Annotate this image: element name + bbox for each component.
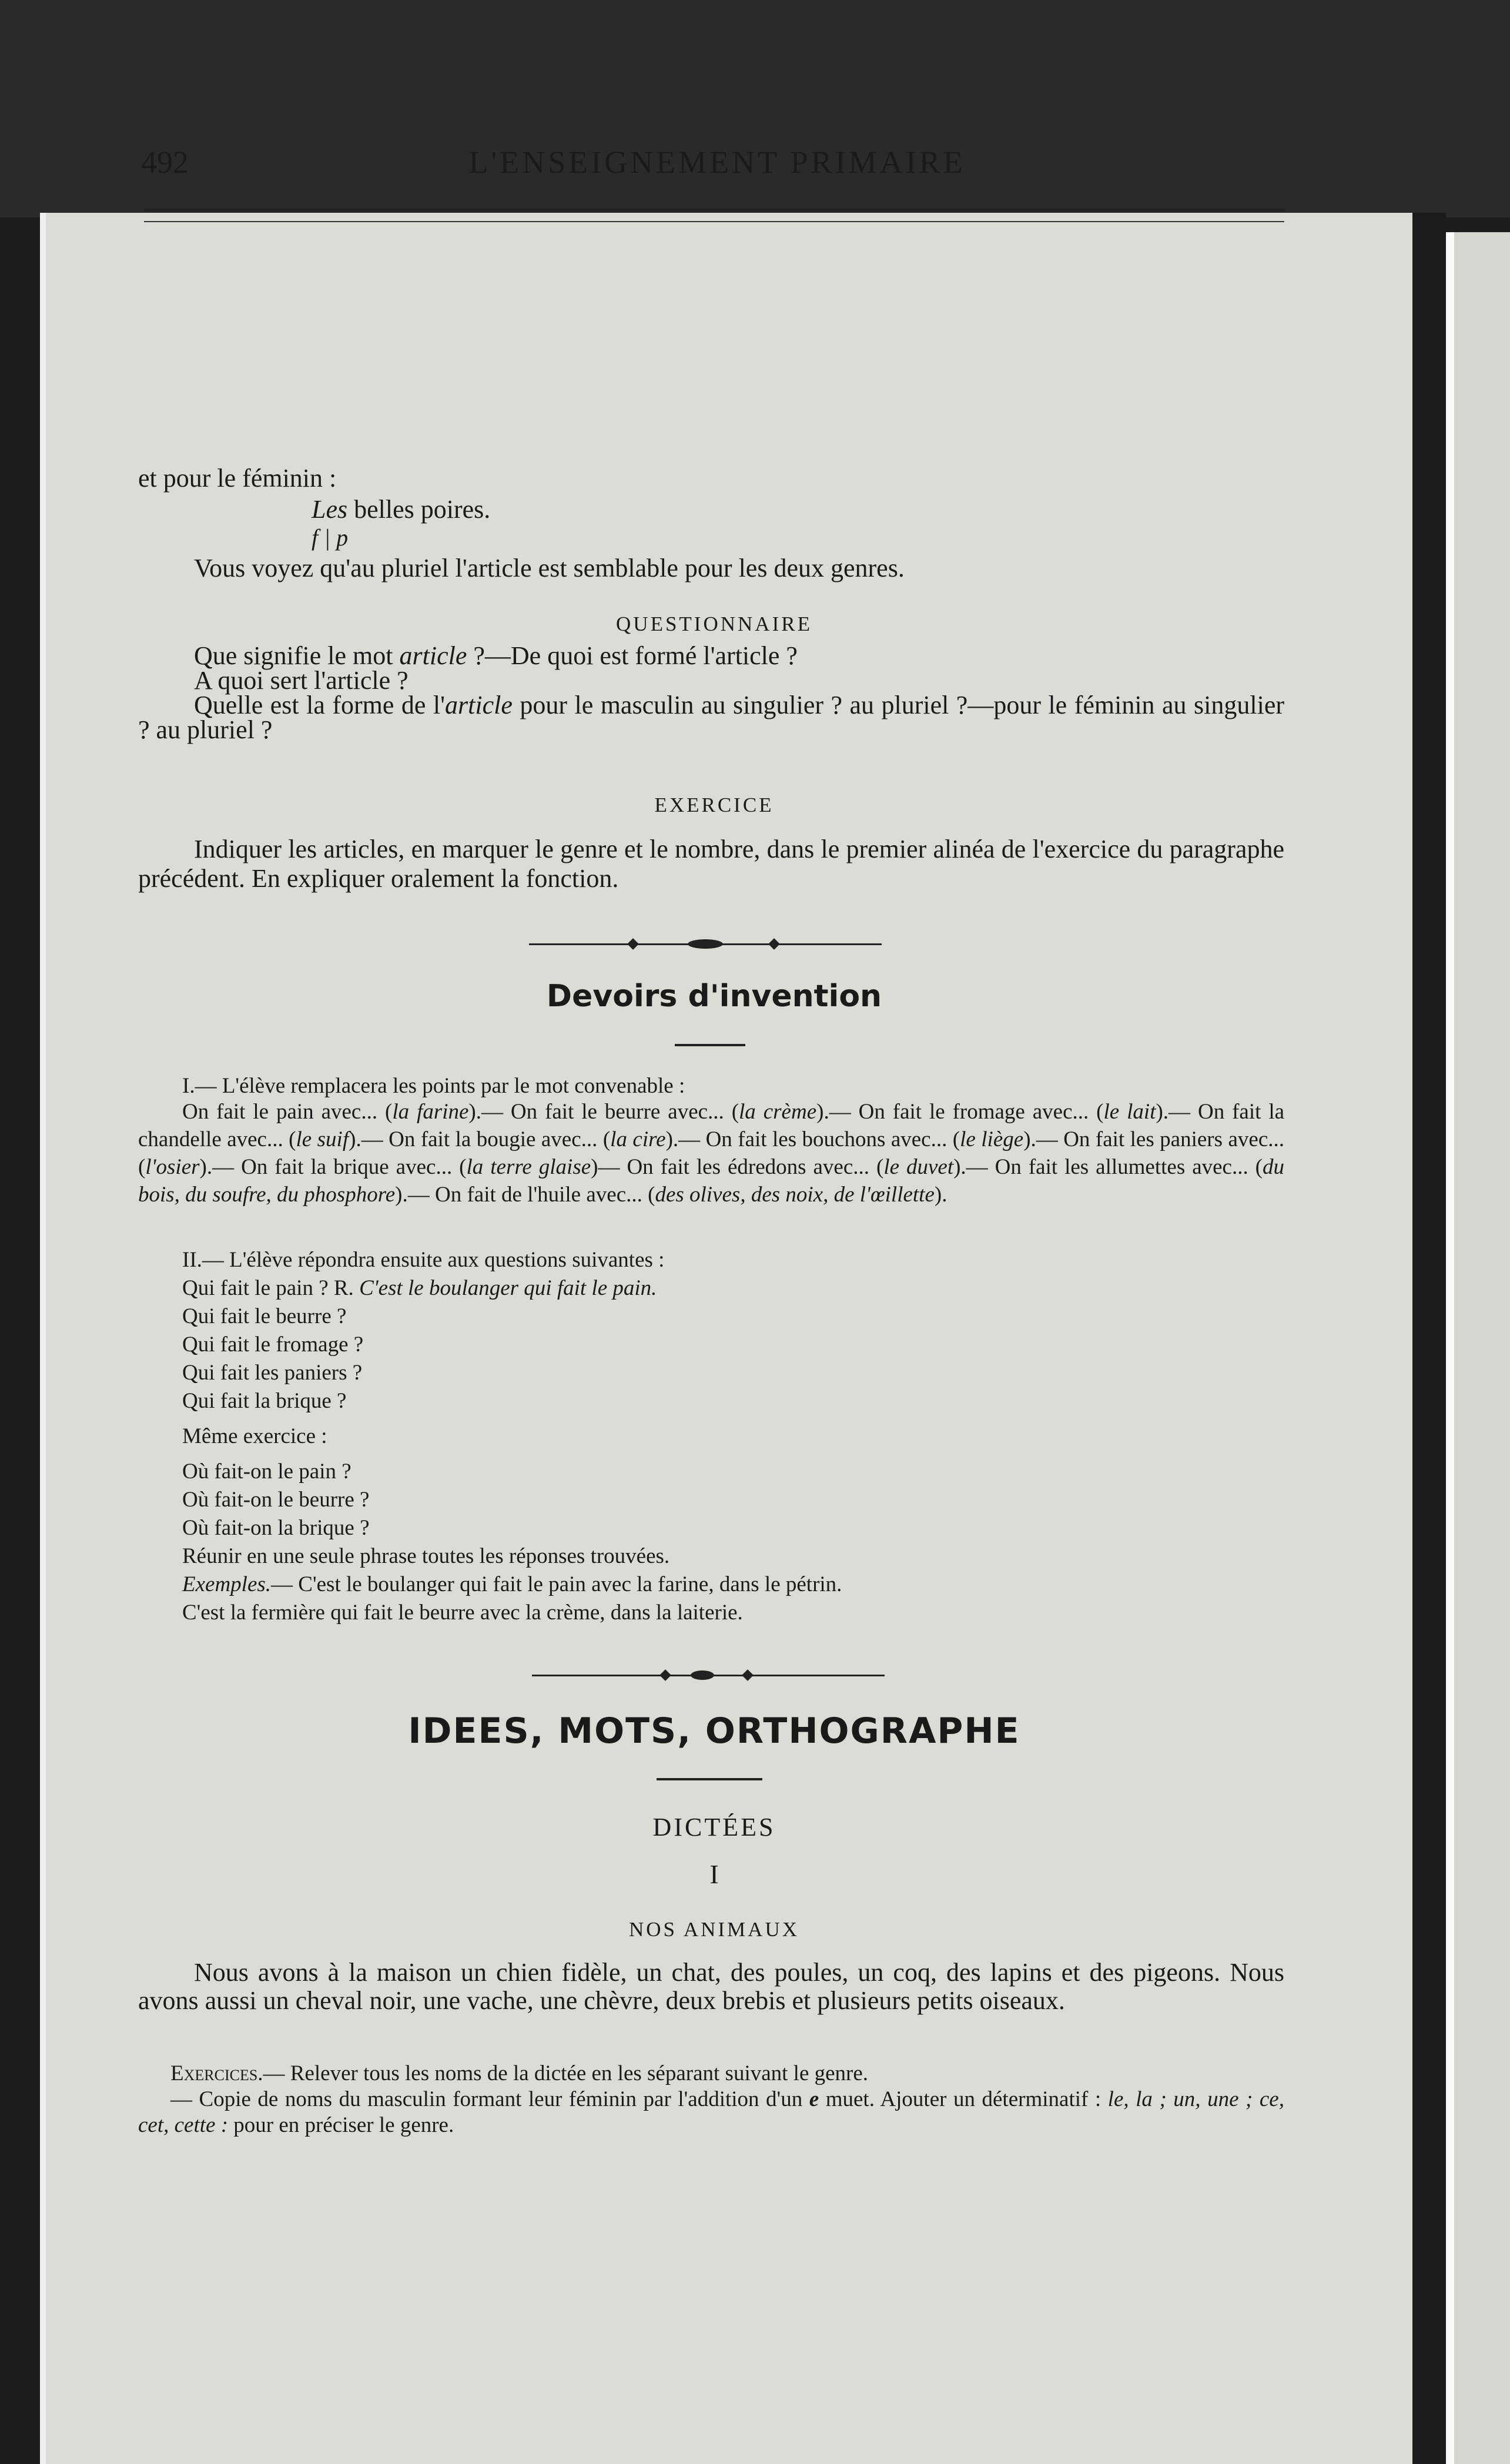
dictee-text: Nous avons à la maison un chien fidèle, un chat, des poules, un coq, des lapins et des pigeons. Nous avons aussi un cheval noir, une vache, une chèvre, deux brebis et plusieurs petits oiseaux. bbox=[138, 1958, 1284, 2015]
next-page-edge bbox=[1446, 232, 1510, 2464]
intro-example-marks: f | p bbox=[312, 524, 349, 551]
dictee-subtitle: NOS ANIMAUX bbox=[629, 1918, 799, 1941]
ornament-divider-2 bbox=[532, 1669, 885, 1681]
devoirs-title: Devoirs d'invention bbox=[546, 979, 882, 1014]
questionnaire-title: QUESTIONNAIRE bbox=[616, 612, 812, 635]
ornament-divider bbox=[529, 938, 882, 950]
intro-line-1: et pour le féminin : bbox=[138, 464, 337, 493]
exercice-text: Indiquer les articles, en marquer le genre et le nombre, dans le premier alinéa de l'exercice du paragraphe précédent. En expliquer oralement la fonction. bbox=[138, 835, 1284, 893]
running-head: L'ENSEIGNEMENT PRIMAIRE bbox=[468, 145, 966, 180]
devoirs-questions: II.— L'élève répondra ensuite aux questions suivantes : Qui fait le pain ? R. C'est le boulanger qui fait le pain. Qui fait le beurre ? Qui fait le fromage ? Qui fait les paniers ? Qui fait la brique ? Même exercice : Où fait-on le pain ? Où fait-on le beurre ? Où fait-on la brique ? Réunir en une seule phrase toutes les réponses trouvées. Exemples.— C'est le boulanger qui fait le pain avec la farine, dans le pétrin. C'est la fermière qui fait le beurre avec la crème, dans la laiterie. bbox=[182, 1248, 842, 1625]
dictees-title: DICTÉES bbox=[652, 1813, 776, 1842]
devoirs-intro: I.— L'élève remplacera les points par le mot convenable : bbox=[182, 1074, 685, 1098]
header-rule bbox=[144, 209, 1284, 222]
page-number: 492 bbox=[141, 145, 189, 180]
intro-line-3: Vous voyez qu'au pluriel l'article est semblable pour les deux genres. bbox=[194, 554, 905, 582]
devoirs-paragraph: On fait le pain avec... (la farine).— On fait le beurre avec... (la crème).— On fait le fromage avec... (le lait).— On fait la chandelle avec... (le suif).— On fait la bougie avec... (la cire).— On fait les bouchons avec... (le liège).— On fait les paniers avec... (l'osier).— On fait la brique avec... (la terre glaise)— On fait les édredons avec... (le duvet).— On fait les allumettes avec... (du bois, du soufre, du phosphore).— On fait de l'huile avec... (des olives, des noix, de l'œillette). bbox=[138, 1100, 1285, 1207]
questionnaire-text: Que signifie le mot article ?—De quoi est formé l'article ? A quoi sert l'article ? Quelle est la forme de l'article pour le masculin au singulier ? au pluriel ?—pour le féminin au singulier ? au pluriel ? bbox=[138, 641, 1284, 744]
exercice-title: EXERCICE bbox=[654, 794, 774, 816]
title-rule bbox=[675, 1044, 745, 1046]
page-header bbox=[141, 144, 1293, 191]
title-rule-2 bbox=[657, 1778, 762, 1780]
dictee-numeral: I bbox=[709, 1859, 719, 1889]
intro-example: Les belles poires. bbox=[312, 495, 491, 524]
idees-title: IDEES, MOTS, ORTHOGRAPHE bbox=[408, 1710, 1020, 1752]
dictee-exercices: Exercices.— Relever tous les noms de la dictée en les séparant suivant le genre. — Copie de noms du masculin formant leur féminin par l'addition d'un e muet. Ajouter un déterminatif : le, la ; un, une ; ce, cet, cette : pour en préciser le genre. bbox=[138, 2061, 1284, 2137]
